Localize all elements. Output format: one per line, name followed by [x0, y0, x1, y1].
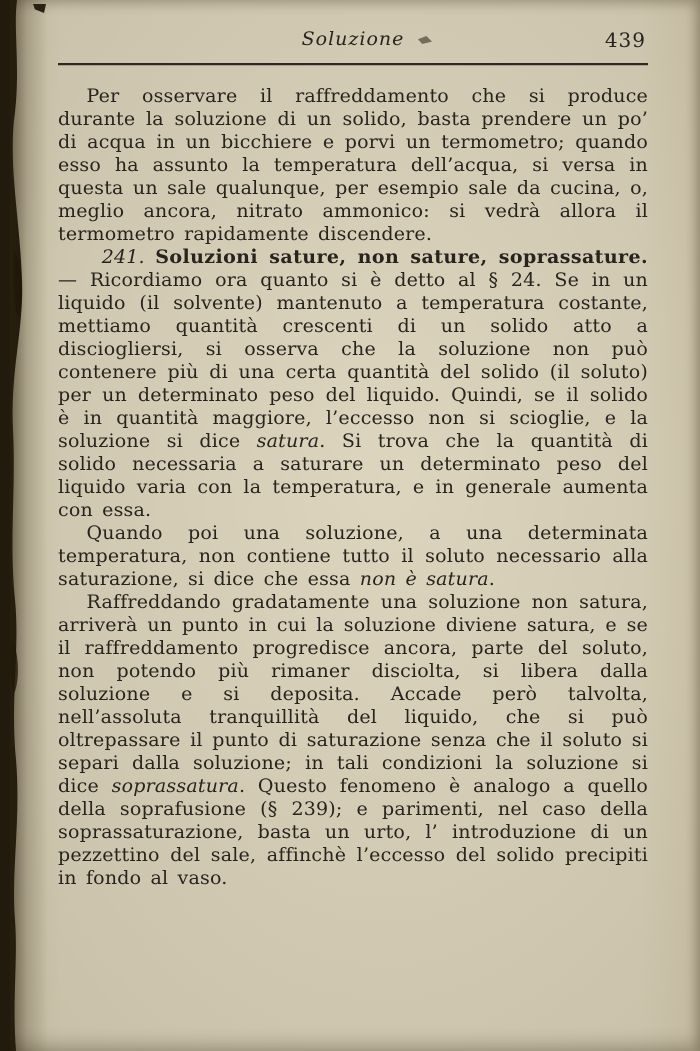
page-header — [58, 28, 648, 54]
text-segment: 241. — [101, 246, 156, 268]
page-body — [58, 85, 648, 890]
paragraph-soprassatura — [58, 591, 648, 890]
text-segment: satura — [256, 430, 320, 452]
paragraph-non-satura — [58, 522, 648, 591]
paragraph-241-soluzioni-sature — [58, 246, 648, 522]
running-title: Soluzione — [301, 28, 405, 50]
paragraph-cooling-observation — [58, 85, 648, 246]
text-segment: Raffreddando gradatamente una soluzione non satura, arriverà un punto in cui la soluzione diviene satura, e se il raffreddamento progredisce ancora, parte del soluto, non potendo più rimaner disciolta, si libera dalla soluzione e si deposita. Accade però talvolta, nell’assoluta tranquillità del liquido, che si può oltrepassare il punto di saturazione senza che il soluto si separi dalla soluzione; in tali condizioni la soluzione si dice — [58, 591, 648, 797]
text-segment: . Questo fenomeno è analogo a quello della soprafusione (§ 239); e parimenti, nel caso della soprassaturazione, basta un urto, l’ introduzione di un pezzettino del sale, affinchè l’eccesso del solido precipiti in fondo al vaso. — [58, 775, 648, 889]
text-segment: . — [488, 568, 496, 590]
text-segment: Per osservare il raffreddamento che si produce durante la soluzione di un solido, basta prendere un po’ di acqua in un bicchiere e porvi un termometro; quando esso ha assunto la temperatura dell’acqua, si versa in questa un sale qualunque, per esempio sale da cucina, o, meglio ancora, nitrato ammonico: si vedrà allora il termometro rapidamente discendere. — [58, 85, 648, 245]
page-number: 439 — [604, 28, 646, 52]
text-segment: Quando poi una soluzione, a una determinata temperatura, non contiene tutto il soluto necessario alla saturazione, si dice che essa — [58, 522, 648, 590]
text-segment: soprassatura — [111, 775, 239, 797]
text-segment: — Ricordiamo ora quanto si è detto al § 24. Se in un liquido (il solvente) mantenuto a temperatura costante, mettiamo quantità crescenti di un solido atto a disciogliersi, si osserva che la soluzione non può contenere più di una certa quantità del solido (il soluto) per un determinato peso del liquido. Quindi, se il solido è in quantità maggiore, l’eccesso non si scioglie, e la soluzione si dice — [58, 269, 648, 452]
text-segment: non è satura — [359, 568, 489, 590]
text-segment: Soluzioni sature, non sature, soprassature. — [155, 246, 648, 268]
text-segment: . Si trova che la quantità di solido necessaria a saturare un determinato peso del liquido varia con la temperatura, e in generale aumenta con essa. — [58, 430, 648, 521]
header-rule — [58, 63, 648, 65]
